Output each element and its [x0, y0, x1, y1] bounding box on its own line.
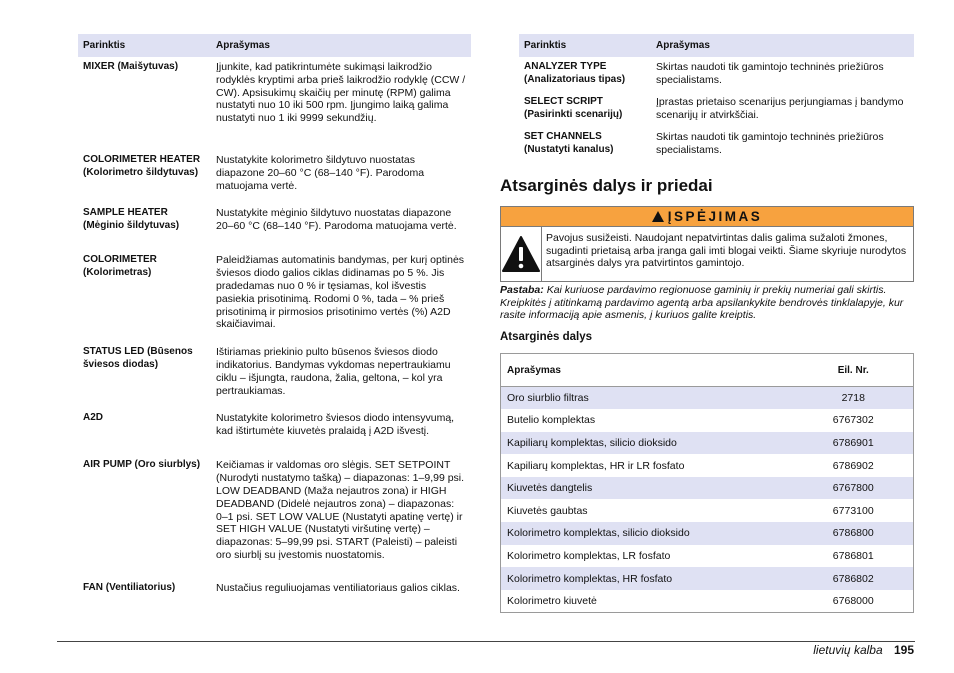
option-name: AIR PUMP (Oro siurblys) — [83, 459, 201, 471]
note-paragraph — [500, 284, 916, 322]
note-text: Kai kuriuose pardavimo regionuose gaminių ir prekių numeriai gali skirtis. Kreipkitės į atitinkamą pardavimo agentą arba apsilankykite bendrovės tinklalapyje, kur rasite informaciją apie asmenis, į kuriuos galite kreiptis. — [500, 284, 904, 322]
part-number: 6786802 — [794, 567, 914, 590]
option-name: SAMPLE HEATER (Mėginio šildytuvas) — [83, 207, 180, 232]
page-footer — [813, 643, 914, 657]
part-number: 2718 — [794, 387, 914, 410]
option-description: Nustačius reguliuojamas ventiliatoriaus galios ciklas. — [216, 582, 460, 595]
table-row — [78, 335, 471, 401]
table-row — [501, 499, 914, 522]
option-description: Skirtas naudoti tik gamintojo techninės priežiūros specialistams. — [656, 61, 884, 86]
table-row — [78, 143, 471, 196]
part-number: 6786902 — [832, 459, 874, 472]
hazard-triangle-icon — [501, 227, 542, 281]
option-name: STATUS LED (Būsenos šviesos diodas) — [83, 346, 193, 370]
option-description: Ištiriamas priekinio pulto būsenos šviesos diodo indikatorius. Bandymas vykdomas nepertraukiamu ciklu – išjungta, raudona, žalia, geltona, – kol yra pertraukiamas. — [216, 346, 451, 397]
header-description: Aprašymas — [651, 34, 914, 57]
part-number: 6773100 — [832, 504, 874, 517]
table-row — [519, 57, 914, 92]
option-description: Nustatykite kolorimetro šviesos diodo intensyvumą, kad ištirtumėte kiuvetės pralaidą į A2D išvestį. — [216, 412, 455, 438]
part-description: Kiuvetės dangtelis — [501, 477, 794, 500]
warning-text: Pavojus susižeisti. Naudojant nepatvirtintas dalis galima sužaloti žmones, sugadinti prietaisą arba įranga gali imti blogai veikti. Šiame skyriuje nurodytos atsarginės dalys yra patvirtintos gamintojo. — [546, 232, 907, 269]
options-table-right — [519, 34, 914, 161]
part-number: 6786801 — [832, 549, 874, 562]
table-row — [501, 432, 914, 455]
option-name: SELECT SCRIPT (Pasirinkti scenarijų) — [524, 96, 623, 120]
warning-label: ĮSPĖJIMAS — [667, 209, 763, 224]
option-description: Nustatykite kolorimetro šildytuvo nuostatas diapazone 20–60 °C (68–140 °F). Parodoma matuojama vertė. — [216, 154, 425, 192]
option-name: ANALYZER TYPE (Analizatoriaus tipas) — [524, 61, 626, 85]
header-description: Aprašymas — [501, 354, 794, 387]
part-description: Kolorimetro komplektas, LR fosfato — [507, 549, 671, 562]
header-part-number: Eil. Nr. — [794, 354, 914, 387]
part-description: Kolorimetro kiuvetė — [507, 594, 597, 607]
part-number: 6767302 — [832, 414, 874, 427]
table-row — [78, 401, 471, 448]
table-row — [519, 127, 914, 161]
footer-divider — [57, 641, 915, 642]
table-row — [78, 57, 471, 143]
header-description: Aprašymas — [211, 34, 471, 57]
option-description: Keičiamas ir valdomas oro slėgis. SET SETPOINT (Nurodyti nustatymo tašką) – diapazonas: 1–9,99 psi. LOW DEADBAND (Maža nejautros zona) ir HIGH DEADBAND (Didelė nejautros zona) – diapazonas: 0–1 psi. SET LOW VALUE (Nustatyti apatinę vertę) ir SET HIGH VALUE (Nustatyti viršutinę vertę) – diapazonas: 5–99,99 psi. START (Paleisti) – paleisti oro siurblį su įvestomis nuostatomis. — [216, 459, 465, 561]
part-description: Kolorimetro komplektas, HR fosfato — [501, 567, 794, 590]
option-description: Įprastas prietaiso scenarijus perjungiamas į bandymo scenarijų ir atvirkščiai. — [656, 96, 904, 121]
option-description: Skirtas naudoti tik gamintojo techninės priežiūros specialistams. — [656, 131, 884, 156]
part-number: 6786800 — [794, 522, 914, 545]
header-option: Parinktis — [78, 34, 211, 57]
table-header-row — [519, 34, 914, 57]
table-row — [501, 477, 914, 500]
subheading-spare-parts: Atsarginės dalys — [500, 331, 593, 343]
part-number: 6767800 — [794, 477, 914, 500]
part-number: 6786901 — [794, 432, 914, 455]
header-option: Parinktis — [519, 34, 651, 57]
warning-header — [501, 207, 913, 227]
part-description: Kiuvetės gaubtas — [507, 504, 588, 517]
part-description: Butelio komplektas — [507, 414, 596, 427]
table-row — [501, 387, 914, 410]
page-number: 195 — [893, 643, 914, 657]
part-description: Oro siurblio filtras — [501, 387, 794, 410]
option-description: Įjunkite, kad patikrintumėte sukimąsi laikrodžio rodyklės kryptimi arba prieš laikrodžio rodyklę (CCW / CW). Apsisukimų skaičių per minutę (RPM) galima nustatyti nuo 10 iki 500 rpm. Įjungimo laiką galima nustatyti nuo 1 iki 9999 sekundžių. — [216, 61, 466, 125]
table-row — [501, 409, 914, 432]
table-header-row — [78, 34, 471, 57]
table-row — [501, 590, 914, 613]
option-name: COLORIMETER (Kolorimetras) — [83, 254, 157, 279]
table-row — [78, 571, 471, 599]
spare-parts-table — [500, 353, 914, 613]
footer-language: lietuvių kalba — [813, 643, 883, 657]
part-description: Kapiliarų komplektas, HR ir LR fosfato — [507, 459, 685, 472]
option-name: A2D — [83, 412, 104, 424]
option-name: SET CHANNELS (Nustatyti kanalus) — [524, 131, 614, 155]
option-name: FAN (Ventiliatorius) — [83, 582, 176, 594]
table-row — [78, 448, 471, 571]
option-description: Nustatykite mėginio šildytuvo nuostatas diapazone 20–60 °C (68–140 °F). Parodoma matuojama vertė. — [216, 207, 457, 233]
table-row — [501, 522, 914, 545]
table-row — [519, 92, 914, 127]
warning-box — [500, 206, 914, 282]
options-table-left — [78, 34, 471, 599]
option-name: COLORIMETER HEATER (Kolorimetro šildytuvas) — [83, 154, 201, 178]
table-row — [78, 196, 471, 243]
section-title: Atsarginės dalys ir priedai — [500, 176, 713, 195]
table-row — [78, 243, 471, 335]
table-header-row — [501, 354, 914, 387]
table-row — [501, 567, 914, 590]
table-row — [501, 545, 914, 568]
part-number: 6768000 — [832, 594, 874, 607]
warning-icon — [652, 211, 664, 222]
note-label: Pastaba: — [500, 284, 544, 296]
option-description: Paleidžiamas automatinis bandymas, per kurį optinės šviesos diodo galios ciklas didinamas po 5 %. Jis pradedamas nuo 0 % ir tęsiamas, kol išvestis pasiekia prisotinimą. Rodomi 0 %, tada – % prieš prisotinimą ir pirmosios prisotinimo vertės (%) A2D skaičiavimai. — [216, 254, 465, 331]
part-description: Kolorimetro komplektas, silicio dioksido — [501, 522, 794, 545]
table-row — [501, 454, 914, 477]
part-description: Kapiliarų komplektas, silicio dioksido — [501, 432, 794, 455]
option-name: MIXER (Maišytuvas) — [83, 61, 179, 72]
